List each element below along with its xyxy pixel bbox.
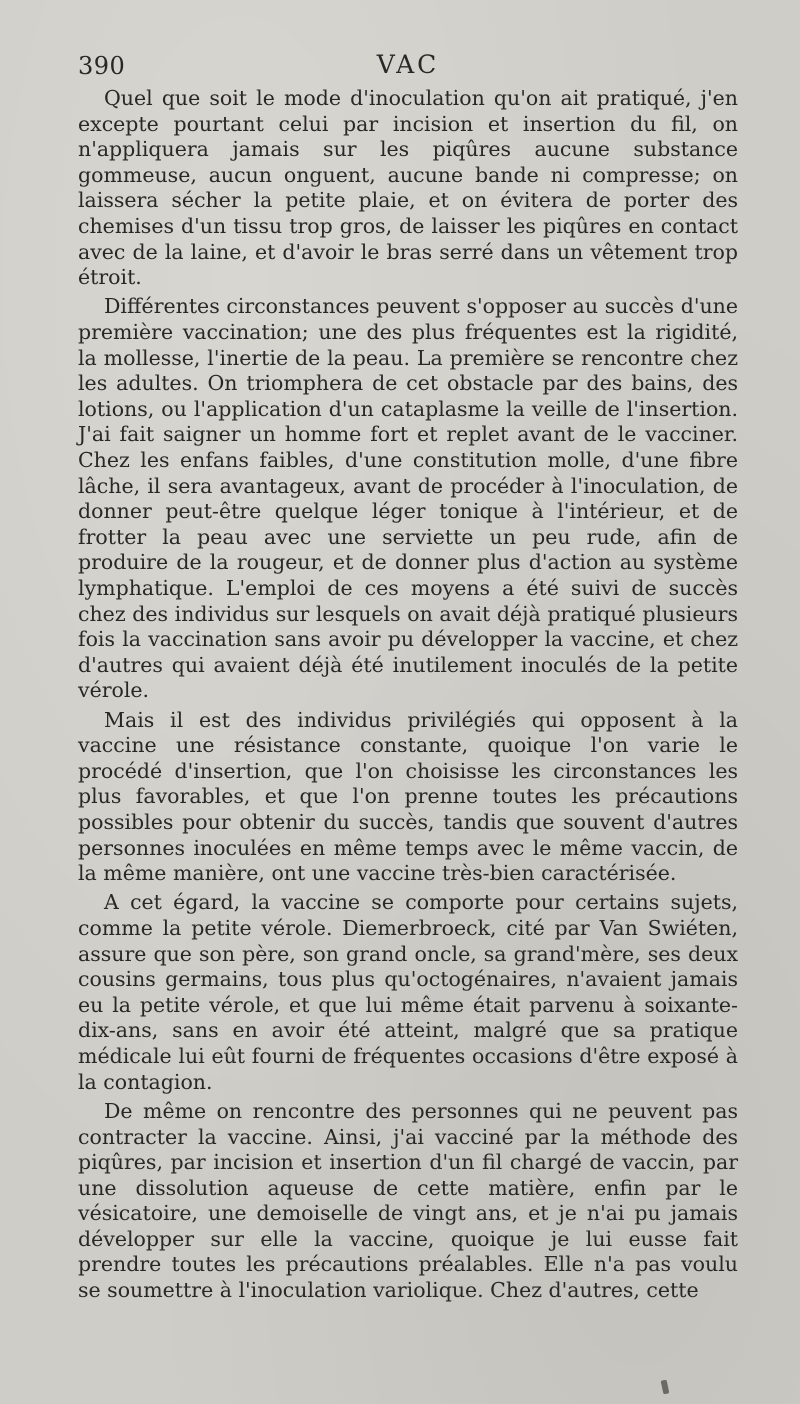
paragraph-2: Différentes circonstances peuvent s'opposer au succès d'une première vaccination; une des plus fréquentes est la rigidité, la mollesse, l'inertie de la peau. La première se rencontre chez les adultes. On triomphera de cet obstacle par des bains, des lotions, ou l'application d'un cataplasme la veille de l'insertion. J'ai fait saigner un homme fort et replet avant de le vacciner. Chez les enfans faibles, d'une constitution molle, d'une fibre lâche, il sera avantageux, avant de procéder à l'inoculation, de donner peut-être quelque léger tonique à l'intérieur, et de frotter la peau avec une serviette un peu rude, afin de produire de la rougeur, et de donner plus d'action au système lymphatique. L'emploi de ces moyens a été suivi de succès chez des individus sur lesquels on avait déjà pratiqué plusieurs fois la vaccination sans avoir pu développer la vaccine, et chez d'autres qui avaient déjà été inutilement inoculés de la petite vérole. (78, 294, 738, 703)
paragraph-3: Mais il est des individus privilégiés qui opposent à la vaccine une résistance constante, quoique l'on varie le procédé d'insertion, que l'on choisisse les circonstances les plus favorables, et que l'on prenne toutes les précautions possibles pour obtenir du succès, tandis que souvent d'autres personnes inoculées en même temps avec le même vaccin, de la même manière, ont une vaccine très-bien caractérisée. (78, 707, 738, 886)
page-number: 390 (78, 52, 126, 80)
page-header (78, 50, 738, 86)
paragraph-4: A cet égard, la vaccine se comporte pour certains sujets, comme la petite vérole. Diemerbroeck, cité par Van Swiéten, assure que son père, son grand oncle, sa grand'mère, ses deux cousins germains, tous plus qu'octogénaires, n'avaient jamais eu la petite vérole, et que lui même était parvenu à soixante-dix-ans, sans en avoir été atteint, malgré que sa pratique médicale lui eût fourni de fréquentes occasions d'être exposé à la contagion. (78, 890, 738, 1094)
paragraph-5: De même on rencontre des personnes qui ne peuvent pas contracter la vaccine. Ainsi, j'ai vacciné par la méthode des piqûres, par incision et insertion d'un fil chargé de vaccin, par une dissolution aqueuse de cette matière, enfin par le vésicatoire, une demoiselle de vingt ans, et je n'ai pu jamais développer sur elle la vaccine, quoique je lui eusse fait prendre toutes les précautions préalables. Elle n'a pas voulu se soumettre à l'inoculation variolique. Chez d'autres, cette (78, 1098, 738, 1303)
body-text (78, 86, 738, 1307)
running-head: VAC (376, 50, 440, 79)
ink-speck (661, 1380, 670, 1395)
paragraph-1: Quel que soit le mode d'inoculation qu'on ait pratiqué, j'en excepte pourtant celui par incision et insertion du fil, on n'appliquera jamais sur les piqûres aucune substance gommeuse, aucun onguent, aucune bande ni compresse; on laissera sécher la petite plaie, et on évitera de porter des chemises d'un tissu trop gros, de laisser les piqûres en contact avec de la laine, et d'avoir le bras serré dans un vêtement trop étroit. (78, 86, 738, 290)
